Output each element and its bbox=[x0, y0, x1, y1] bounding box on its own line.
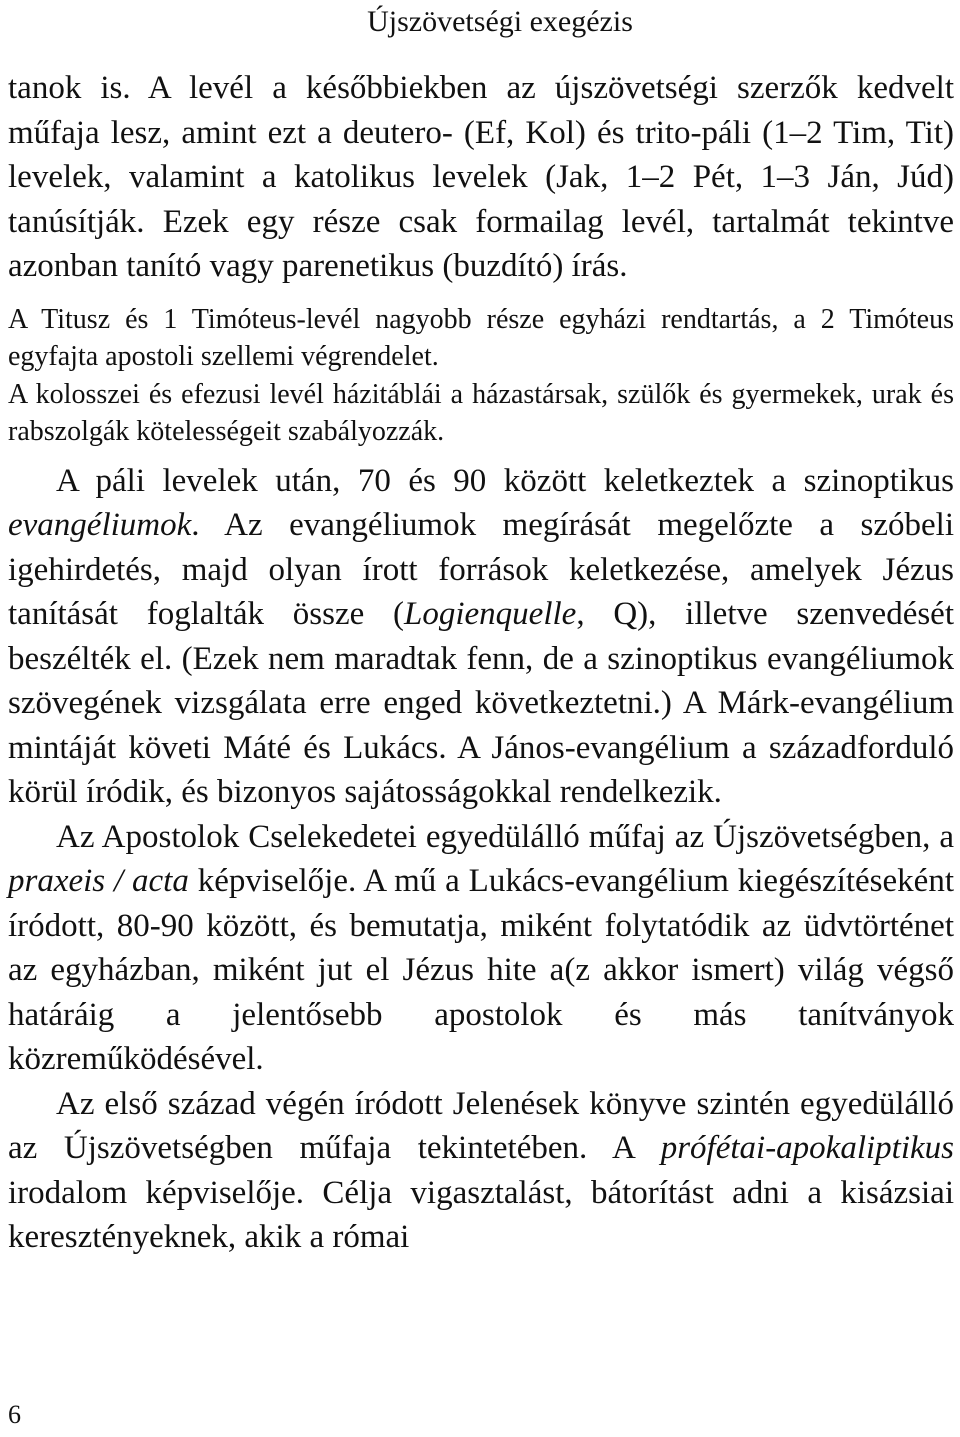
text-run: tanok is. A levél a későbbiekben az újszövetségi szerzők kedvelt műfaja lesz, amint ezt a deutero- (Ef, Kol) és trito-páli (1–2 Tim, Tit) levelek, valamint a katolikus levelek (Jak, 1–2 Pét, 1–3 Ján, Júd) tanúsítják. Ezek egy része csak formailag levél, tartalmát tekintve azonban tanító vagy parenetikus (buzdító) írás. bbox=[8, 70, 954, 284]
italic-term: prófétai-apokaliptikus bbox=[660, 1130, 954, 1166]
text-run: A páli levelek után, 70 és 90 között keletkeztek a szinoptikus bbox=[56, 462, 954, 499]
page-number: 6 bbox=[8, 1400, 21, 1429]
paragraph-acts bbox=[8, 815, 954, 1082]
text-run: Az első század végén íródott Jelenések könyve szintén egyedülálló az Újszövetségben műfaja tekintetében. A bbox=[8, 1085, 954, 1166]
text-run: A kolosszei és efezusi levél házitáblái a házastársak, szülők és gyermekek, urak és rabszolgák kötelességeit szabályozzák. bbox=[8, 378, 954, 447]
paragraph-titus-timothy bbox=[8, 301, 954, 376]
running-header: Újszövetségi exegézis bbox=[367, 5, 633, 38]
paragraph-revelation bbox=[8, 1082, 954, 1260]
text-run: irodalom képviselője. Célja vigasztalást, bátorítást adni a kisázsiai keresztényeknek, akik a római bbox=[8, 1174, 954, 1255]
italic-term: praxeis / acta bbox=[8, 863, 189, 899]
paragraph-letters-genre bbox=[8, 66, 954, 289]
paragraph-household-codes bbox=[8, 376, 954, 451]
page-body bbox=[8, 66, 954, 1260]
italic-term: Logienquelle bbox=[404, 596, 577, 632]
text-run: Az Apostolok Cselekedetei egyedülálló műfaj az Újszövetségben, a bbox=[56, 818, 954, 855]
italic-term: evangéliumok bbox=[8, 507, 192, 543]
text-run: , Q), illetve szenvedését beszélték el. (Ezek nem maradtak fenn, de a szinoptikus evangéliumok szövegének vizsgálata erre enged következtetni.) A Márk-evangélium mintáját követi Máté és Lukács. A János-evangélium a századforduló körül íródik, és bizonyos sajátosságokkal rendelkezik. bbox=[8, 596, 954, 810]
text-run: . Az evangéliumok megírását megelőzte a szóbeli igehirdetés, majd olyan írott források keletkezése, amelyek Jézus tanítását foglalták össze ( bbox=[8, 507, 954, 632]
text-run: képviselője. A mű a Lukács-evangélium kiegészítéseként íródott, 80-90 között, és bemutatja, miként folytatódik az üdvtörténet az egyházban, miként jut el Jézus hite a(z akkor ismert) világ végső határáig a jelentősebb apostolok és más tanítványok közreműködésével. bbox=[8, 863, 954, 1077]
paragraph-synoptic-gospels bbox=[8, 459, 954, 815]
text-run: A Titusz és 1 Timóteus-levél nagyobb része egyházi rendtartás, a 2 Timóteus egyfajta apostoli szellemi végrendelet. bbox=[8, 303, 954, 372]
